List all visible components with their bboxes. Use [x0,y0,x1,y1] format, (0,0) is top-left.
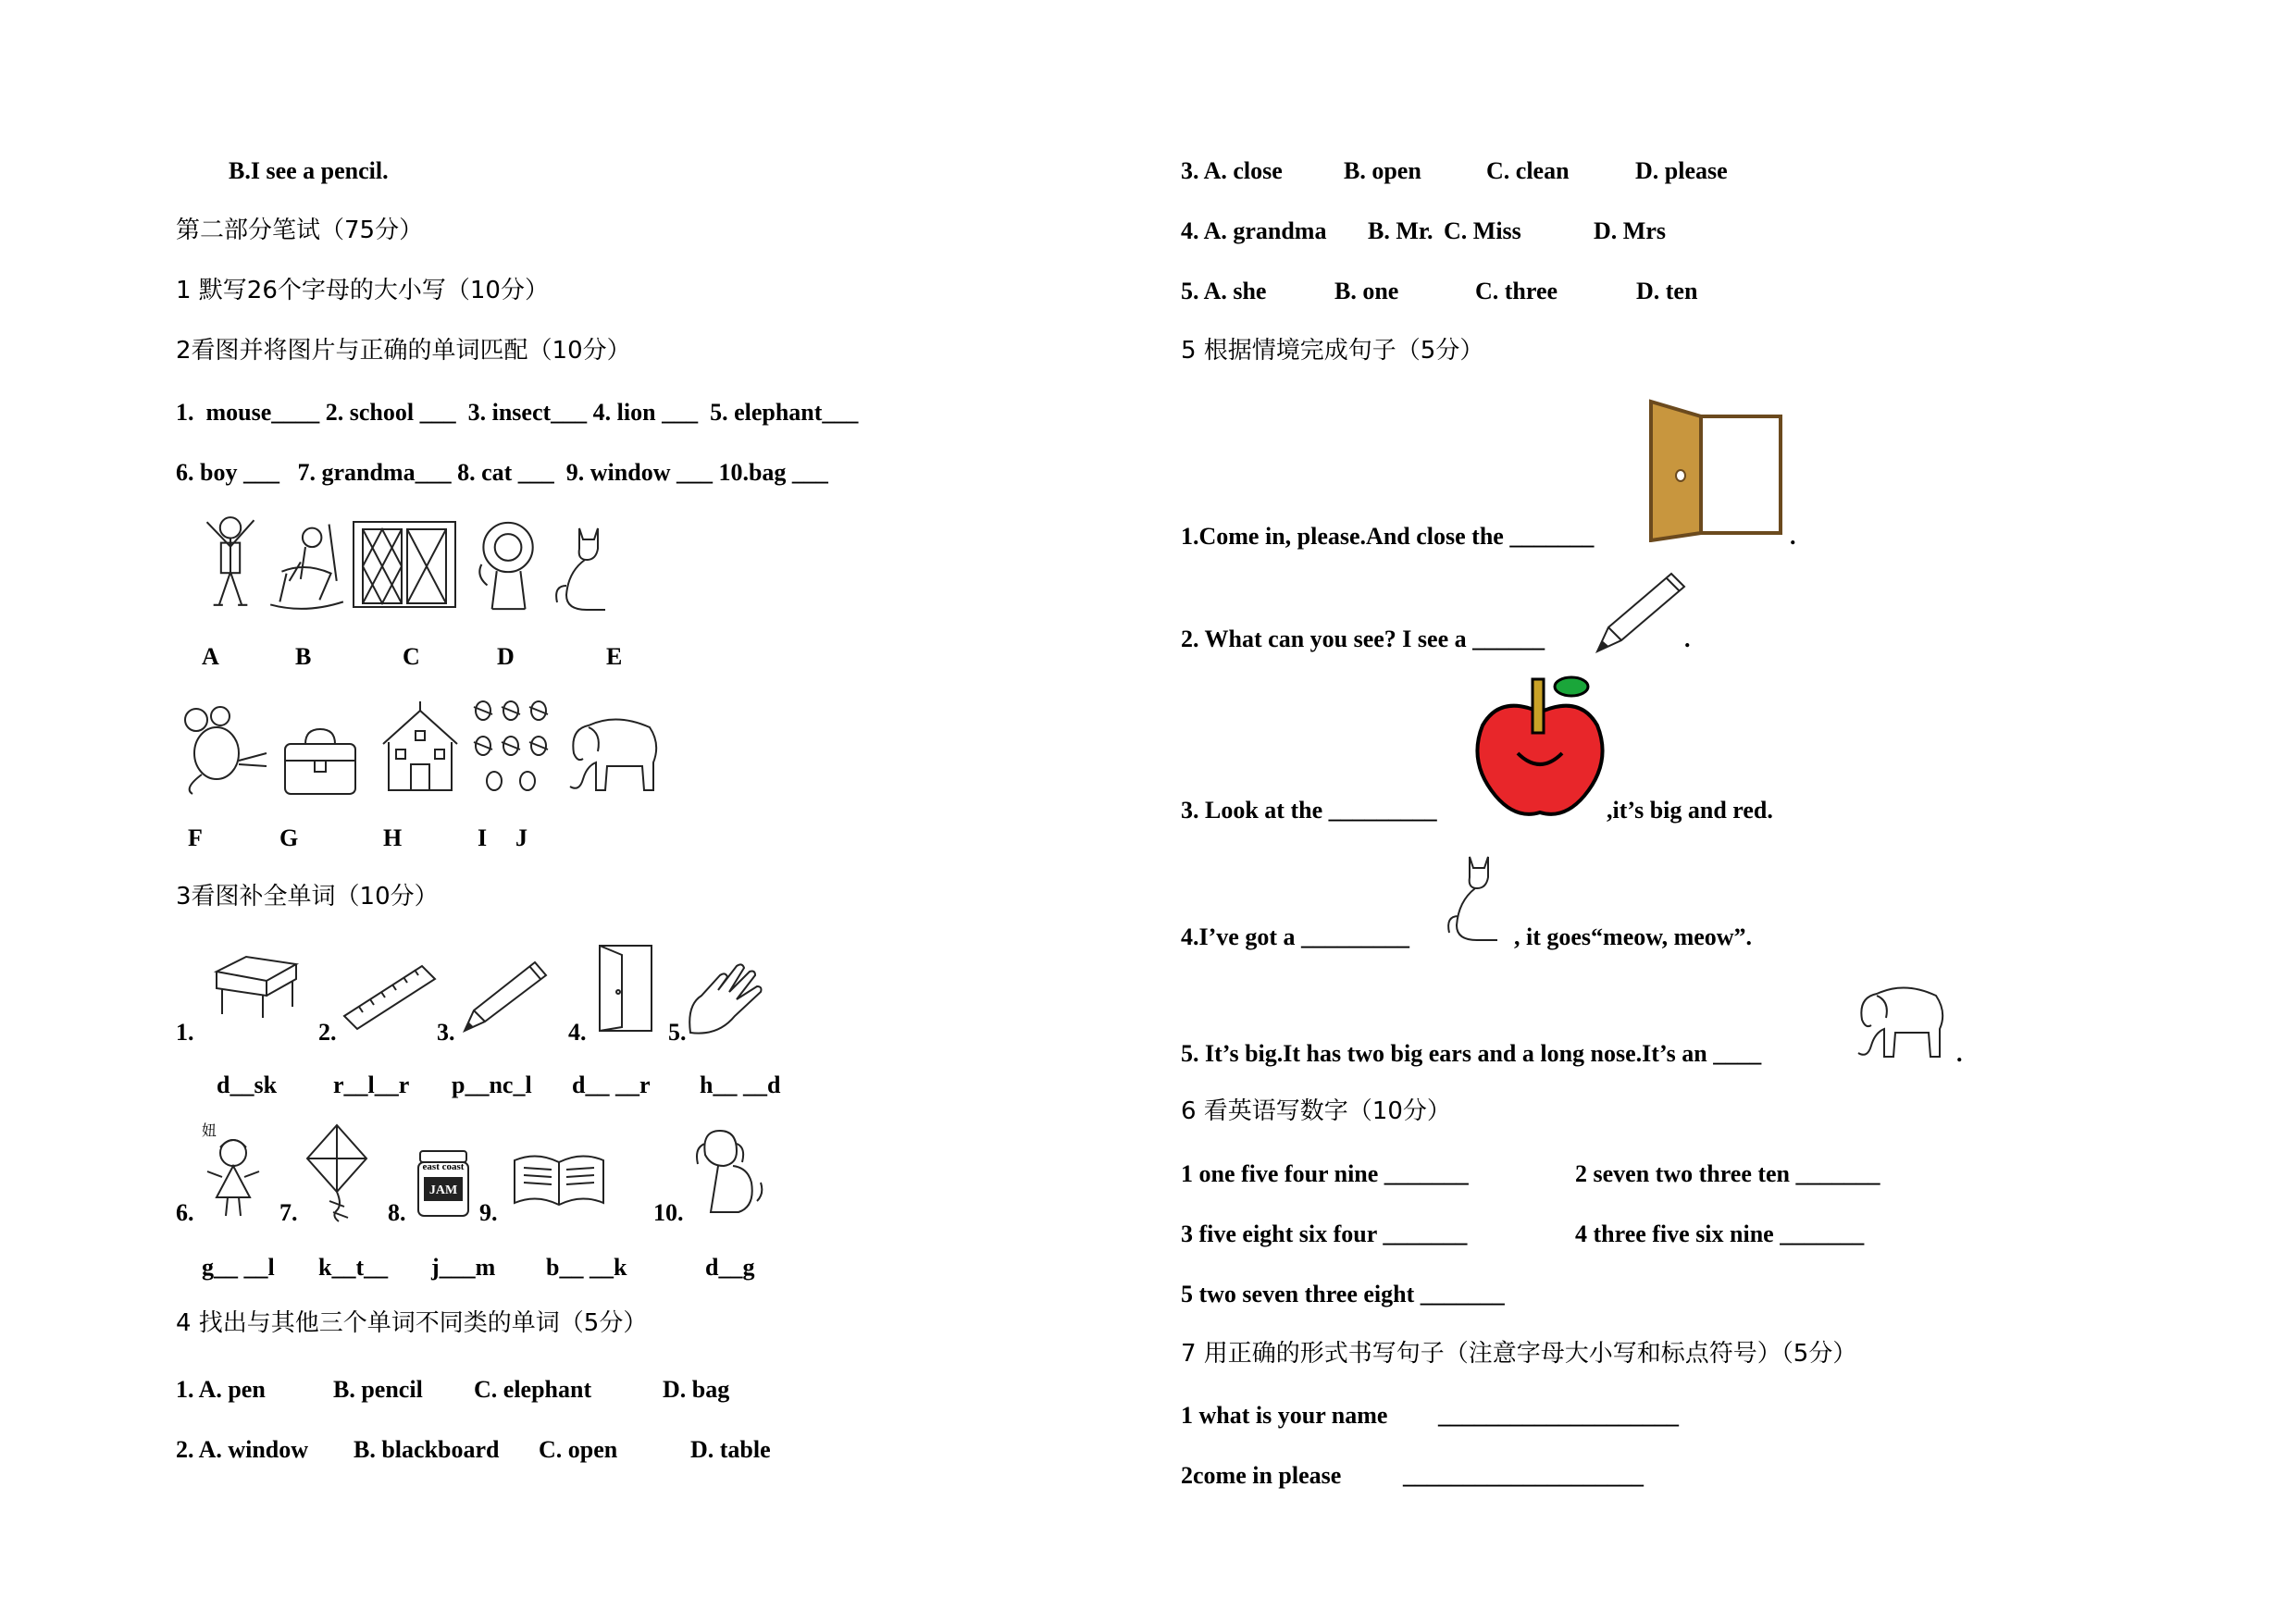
q4-item-1-b: B. pencil [333,1376,423,1403]
part2-title: 第二部分笔试（75分） [176,217,424,244]
q3-number-9: 9. [479,1199,498,1226]
q2-label-e: E [606,643,623,670]
q4-item-4-c: C. Miss [1444,217,1521,244]
q4-title: 4 找出与其他三个单词不同类的单词（5分） [176,1309,648,1337]
q2-title: 2看图并将图片与正确的单词匹配（10分） [176,337,631,365]
q1-title: 1 默写26个字母的大小写（10分） [176,277,549,304]
q3-word-hand: h__ __d [700,1072,781,1098]
q4-item-4-d: D. Mrs [1594,217,1666,244]
q3-number-4: 4. [568,1019,587,1046]
jam-label-top: east coast [422,1161,465,1172]
q2-label-c: C [403,643,420,670]
q7-answer-blank-2[interactable]: ____________________ [1403,1462,1644,1489]
q2-word-line-2: 6. boy ___ 7. grandma___ 8. cat ___ 9. window ___ 10.bag ___ [176,459,828,486]
q6-item-5: 5 two seven three eight _______ [1181,1281,1505,1307]
q3-number-8: 8. [388,1199,406,1226]
previous-option-b: B.I see a pencil. [229,157,389,184]
q3-number-6: 6. [176,1199,194,1226]
q5-sentence-4: 4.I’ve got a _________ [1181,923,1409,950]
q5-sentence-3-end: ,it’s big and red. [1607,797,1773,824]
q5-sentence-3: 3. Look at the _________ [1181,797,1437,824]
q2-label-a: A [202,643,219,670]
hand-icon [681,959,766,1040]
cat-icon [1442,849,1505,946]
desk-icon [209,951,302,1020]
q4-item-5-d: D. ten [1636,278,1698,304]
q2-word-line-1: 1. mouse____ 2. school ___ 3. insect___ 4. lion ___ 5. elephant___ [176,399,859,426]
q5-sentence-5-period: . [1956,1040,1963,1067]
q4-item-1-d: D. bag [663,1376,730,1403]
lion-icon [468,518,544,614]
pencil-icon [459,957,552,1035]
q3-word-dog: d__g [705,1254,755,1281]
window-icon [350,518,459,611]
q4-item-5-c: C. three [1475,278,1558,304]
bag-icon [278,724,363,799]
q4-item-1-c: C. elephant [474,1376,592,1403]
q3-title: 3看图补全单词（10分） [176,883,439,911]
q5-title: 5 根据情境完成句子（5分） [1181,337,1484,365]
q3-word-girl: g__ __l [202,1254,275,1281]
q4-item-3-d: D. please [1635,157,1728,184]
q2-label-j: J [515,824,527,851]
q7-title: 7 用正确的形式书写句子（注意字母大小写和标点符号）（5分） [1181,1340,1857,1368]
q7-item-1: 1 what is your name [1181,1402,1388,1429]
q2-label-i: I [478,824,488,851]
q3-word-jam: j___m [431,1254,496,1281]
q6-item-4: 4 three five six nine _______ [1575,1220,1865,1247]
cat-icon [550,520,614,614]
grandma-icon [263,514,348,614]
q3-number-2: 2. [318,1019,337,1046]
q4-item-5-a: 5. A. she [1181,278,1267,304]
elephant-icon [561,707,664,796]
door-icon [594,942,657,1035]
q3-word-door: d__ __r [572,1072,651,1098]
dog-icon [687,1123,766,1223]
insect-icon [466,696,555,798]
q4-item-3-c: C. clean [1486,157,1570,184]
ruler-icon [341,962,439,1031]
q5-sentence-2: 2. What can you see? I see a ______ [1181,626,1545,652]
school-icon [374,698,466,796]
q6-title: 6 看英语写数字（10分） [1181,1097,1451,1125]
q7-answer-blank-1[interactable]: ____________________ [1438,1402,1679,1429]
mouse-icon [174,705,270,798]
q4-item-1-a: 1. A. pen [176,1376,266,1403]
q7-item-2: 2come in please [1181,1462,1342,1489]
q6-item-2: 2 seven two three ten _______ [1575,1160,1880,1187]
q5-sentence-4-end: , it goes“meow, meow”. [1514,923,1753,950]
q2-label-h: H [383,824,403,851]
q2-label-g: G [279,824,299,851]
q3-word-ruler: r__l__r [333,1072,410,1098]
q3-number-7: 7. [279,1199,298,1226]
q4-item-2-d: D. table [690,1436,771,1463]
q5-sentence-1: 1.Come in, please.And close the _______ [1181,523,1595,550]
boy-icon [192,511,268,614]
q4-item-2-c: C. open [539,1436,618,1463]
q4-item-2-b: B. blackboard [354,1436,500,1463]
q3-word-desk: d__sk [217,1072,278,1098]
q2-label-f: F [188,824,203,851]
book-icon [511,1138,607,1214]
elephant-icon [1849,975,1951,1060]
q3-number-1: 1. [176,1019,194,1046]
q6-item-1: 1 one five four nine _______ [1181,1160,1469,1187]
apple-icon [1471,674,1608,822]
pencil-icon [1594,568,1688,655]
q4-item-4-a: 4. A. grandma [1181,217,1327,244]
q4-item-2-a: 2. A. window [176,1436,309,1463]
kite-icon [302,1121,374,1223]
q4-item-5-b: B. one [1334,278,1399,304]
q3-number-5: 5. [668,1019,687,1046]
jam-label: JAM [428,1183,458,1197]
q4-item-3-a: 3. A. close [1181,157,1283,184]
q5-sentence-2-period: . [1684,626,1691,652]
q3-word-book: b__ __k [546,1254,627,1281]
q5-sentence-5: 5. It’s big.It has two big ears and a long nose.It’s an ____ [1181,1040,1762,1067]
q3-number-3: 3. [437,1019,455,1046]
door-icon [1645,396,1788,542]
girl-caption: 妞 [202,1121,217,1139]
q2-label-b: B [295,643,312,670]
q5-sentence-1-period: . [1790,523,1796,550]
q3-word-pencil: p__nc_l [452,1072,532,1098]
q4-item-4-b: B. Mr. [1368,217,1433,244]
q2-label-d: D [497,643,515,670]
q4-item-3-b: B. open [1344,157,1421,184]
q6-item-3: 3 five eight six four _______ [1181,1220,1468,1247]
q3-number-10: 10. [653,1199,684,1226]
q3-word-kite: k__t__ [318,1254,389,1281]
